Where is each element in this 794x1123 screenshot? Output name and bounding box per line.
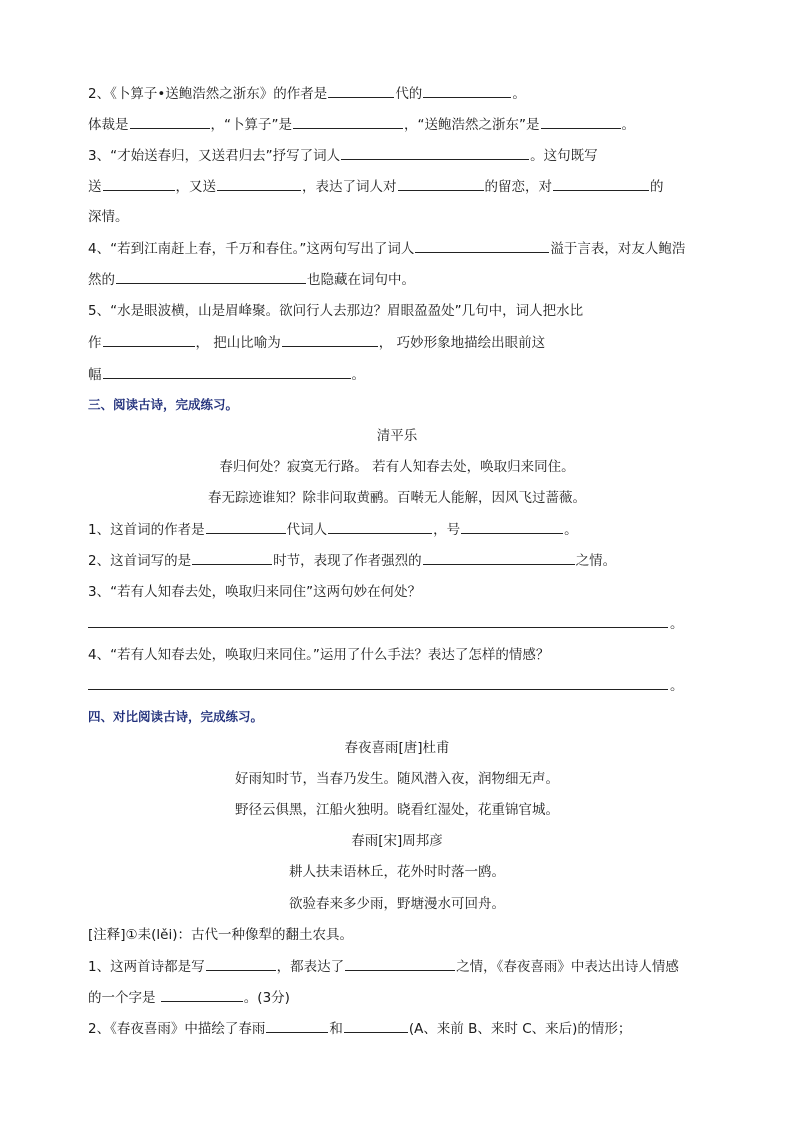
poem-title: 春雨[宋]周邦彦 [351, 833, 443, 849]
question-3-line-2 [88, 177, 728, 196]
text: 4、“若有人知春去处，唤取归来同住。”运用了什么手法？表达了怎样的情感？ [88, 647, 550, 663]
text: 时节，表现了作者强烈的 [273, 553, 422, 569]
poem-line: 耕人扶耒语林丘，花外时时落一鸥。 [289, 864, 505, 880]
text: 和 [329, 1021, 343, 1037]
poem-title: 清平乐 [376, 428, 418, 444]
period: 。 [670, 616, 684, 632]
section-4-heading: 四、对比阅读古诗，完成练习。 [88, 709, 264, 724]
answer-blank[interactable] [266, 1019, 328, 1033]
text: 深情。 [88, 209, 129, 225]
text: 代词人 [286, 522, 328, 538]
section-3-question-4 [88, 646, 728, 664]
text: ，都表达了 [276, 959, 345, 975]
poem-title: 春夜喜雨[唐]杜甫 [344, 740, 450, 756]
answer-blank[interactable] [328, 520, 432, 534]
poem-line: 欲验春来多少雨，野塘漫水可回舟。 [289, 896, 505, 912]
answer-blank[interactable] [423, 551, 575, 565]
answer-blank[interactable] [328, 84, 394, 98]
answer-blank[interactable] [344, 1019, 408, 1033]
text: 。 [512, 86, 526, 102]
text: 之情。 [575, 553, 617, 569]
text: 1、这两首诗都是写 [88, 959, 205, 975]
section-4-question-1-line-1 [88, 957, 728, 976]
text: 代的 [395, 86, 423, 102]
text: 的 [650, 179, 664, 195]
text: 也隐藏在词句中。 [307, 272, 415, 288]
text: ，表达了词人对 [302, 179, 397, 195]
answer-blank[interactable] [415, 239, 549, 253]
question-5-line-3 [88, 365, 728, 384]
answer-blank[interactable] [192, 551, 272, 565]
answer-blank[interactable] [345, 957, 455, 971]
answer-blank[interactable] [541, 115, 621, 129]
answer-blank[interactable] [461, 520, 563, 534]
answer-blank[interactable] [116, 270, 306, 284]
section-3-question-1 [88, 520, 728, 539]
text: 的留恋，对 [484, 179, 552, 195]
period: 。 [670, 678, 684, 694]
section-3-question-3 [88, 583, 728, 601]
question-2-line-1 [88, 84, 728, 103]
question-2-line-2 [88, 115, 728, 134]
text: 送 [88, 179, 102, 195]
section-3-question-2 [88, 551, 728, 570]
section-4-question-1-line-2 [88, 988, 728, 1007]
text: 2、这首词写的是 [88, 553, 192, 569]
poem-line: 好雨知时节，当春乃发生。随风潜入夜，润物细无声。 [235, 771, 559, 787]
text: 的一个字是 [88, 990, 160, 1006]
answer-blank[interactable] [217, 177, 301, 191]
text: 幅 [88, 367, 102, 383]
text: 体裁是 [88, 117, 129, 133]
answer-blank[interactable] [553, 177, 649, 191]
text: [注释]①耒(lěi)：古代一种像犁的翻土农具。 [88, 927, 353, 943]
answer-blank[interactable] [161, 988, 243, 1002]
question-5-line-1 [88, 302, 728, 320]
answer-blank[interactable] [206, 957, 276, 971]
text: 之情，《春夜喜雨》中表达出诗人情感 [456, 959, 679, 975]
text: ，号 [433, 522, 461, 538]
section-4-question-2 [88, 1019, 728, 1038]
question-4-line-1 [88, 239, 728, 258]
text: 。 [564, 522, 578, 538]
poem-line: 野径云俱黑，江船火独明。晓看红湿处，花重锦官城。 [235, 802, 559, 818]
text: ， 把山比喻为 [195, 335, 281, 351]
text: 。 [351, 367, 365, 383]
answer-blank[interactable] [423, 84, 511, 98]
question-4-line-2 [88, 270, 728, 289]
text: 然的 [88, 272, 115, 288]
text: 2、《卜算子•送鲍浩然之浙东》的作者是 [88, 86, 328, 102]
answer-blank[interactable] [293, 115, 403, 129]
text: ， 巧妙形象地描绘出眼前这 [378, 335, 546, 351]
question-3-line-3 [88, 208, 728, 226]
answer-blank[interactable] [103, 333, 195, 347]
question-3-line-1 [88, 146, 728, 165]
answer-blank[interactable] [341, 146, 529, 160]
text: 。 [621, 117, 635, 133]
answer-blank[interactable] [130, 115, 210, 129]
section-3-heading: 三、阅读古诗，完成练习。 [88, 397, 239, 412]
text: 1、这首词的作者是 [88, 522, 205, 538]
text: 5、“水是眼波横，山是眉峰聚。欲问行人去那边？眉眼盈盈处”几句中，词人把水比 [88, 303, 584, 319]
answer-blank[interactable] [206, 520, 286, 534]
text: 4、“若到江南赶上春，千万和春住。”这两句写出了词人 [88, 241, 415, 257]
question-5-line-2 [88, 333, 728, 352]
text: 2、《春夜喜雨》中描绘了春雨 [88, 1021, 266, 1037]
text: ，又送 [175, 179, 216, 195]
text: ，“卜算子”是 [210, 117, 292, 133]
answer-blank[interactable] [103, 365, 351, 379]
poem-line: 春归何处？寂寞无行路。 若有人知春去处，唤取归来同住。 [219, 459, 575, 475]
text: 3、“若有人知春去处，唤取归来同住”这两句妙在何处？ [88, 584, 422, 600]
answer-blank[interactable] [398, 177, 484, 191]
text: (A、来前 B、来时 C、来后)的情形； [408, 1021, 632, 1037]
answer-line[interactable] [88, 627, 668, 628]
answer-line[interactable] [88, 689, 668, 690]
answer-blank[interactable] [103, 177, 175, 191]
text: 。(3分) [243, 990, 290, 1006]
text: 溢于言表，对友人鲍浩 [550, 241, 686, 257]
poem-line: 春无踪迹谁知？除非问取黄鹂。百啭无人能解，因风飞过蔷薇。 [208, 490, 586, 506]
text: 。这句既写 [530, 148, 598, 164]
text: 作 [88, 335, 102, 351]
text: 3、“才始送春归，又送君归去”抒写了词人 [88, 148, 341, 164]
text: ，“送鲍浩然之浙东”是 [404, 117, 540, 133]
annotation-note [88, 926, 728, 944]
answer-blank[interactable] [282, 333, 378, 347]
